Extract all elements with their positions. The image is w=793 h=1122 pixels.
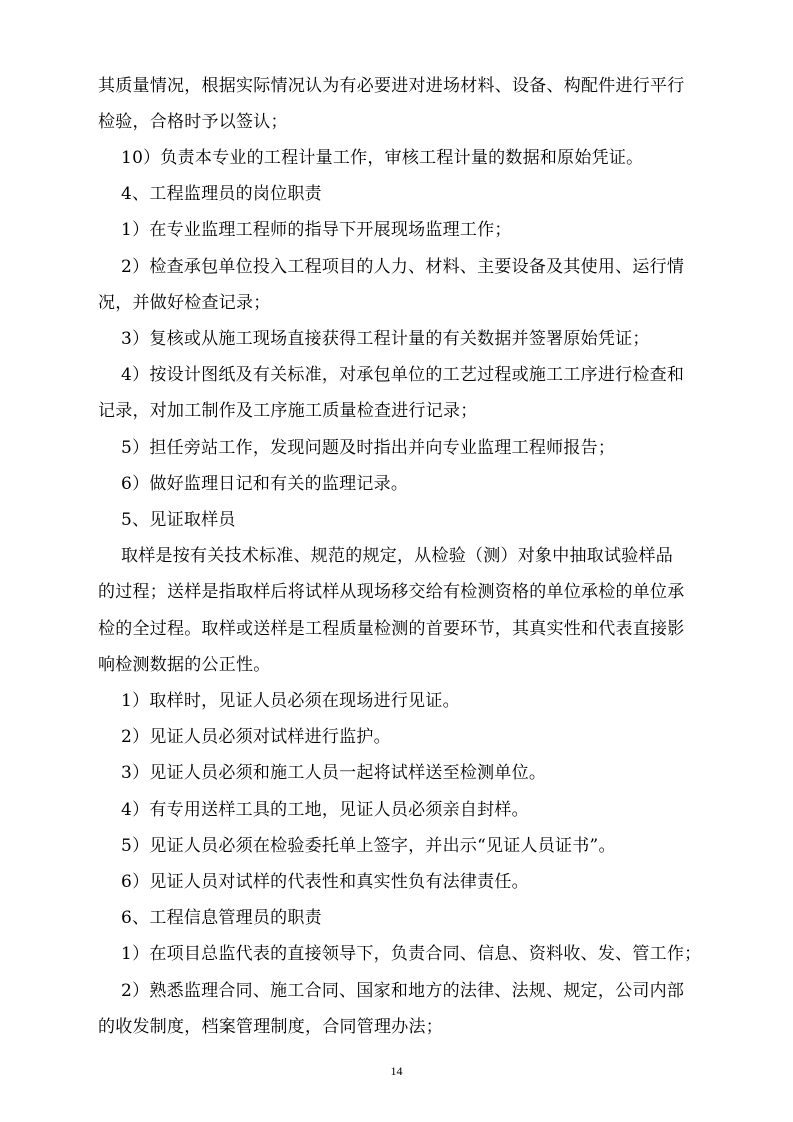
text-line: 6）做好监理日记和有关的监理记录。 bbox=[121, 474, 409, 494]
text-line: 的过程；送样是指取样后将试样从现场移交给有检测资格的单位承检的单位承 bbox=[98, 582, 685, 602]
section-heading: 4、工程监理员的岗位职责 bbox=[121, 184, 322, 204]
text-line: 2）熟悉监理合同、施工合同、国家和地方的法律、法规、规定，公司内部 bbox=[121, 981, 685, 1001]
text-line: 记录，对加工制作及工序施工质量检查进行记录； bbox=[98, 401, 478, 421]
text-line: 5）担任旁站工作，发现问题及时指出并向专业监理工程师报告； bbox=[121, 438, 616, 458]
text-line: 况，并做好检查记录； bbox=[98, 293, 271, 313]
text-line: 的收发制度，档案管理制度，合同管理办法； bbox=[98, 1017, 443, 1037]
text-line: 检的全过程。取样或送样是工程质量检测的首要环节，其真实性和代表直接影 bbox=[98, 619, 685, 639]
section-heading: 5、见证取样员 bbox=[121, 510, 236, 530]
text-line: 检验，合格时予以签认； bbox=[98, 112, 288, 132]
text-line: 1）在专业监理工程师的指导下开展现场监理工作； bbox=[121, 220, 512, 240]
text-line: 4）有专用送样工具的工地，见证人员必须亲自封样。 bbox=[121, 800, 529, 820]
text-line: 4）按设计图纸及有关标准，对承包单位的工艺过程或施工工序进行检查和 bbox=[121, 365, 685, 385]
text-line: 2）见证人员必须对试样进行监护。 bbox=[121, 727, 391, 747]
text-line: 取样是按有关技术标准、规范的规定，从检验（测）对象中抽取试验样品 bbox=[121, 546, 673, 566]
text-line: 10）负责本专业的工程计量工作，审核工程计量的数据和原始凭证。 bbox=[121, 148, 644, 168]
text-line: 2）检查承包单位投入工程项目的人力、材料、主要设备及其使用、运行情 bbox=[121, 257, 685, 277]
text-line: 3）见证人员必须和施工人员一起将试样送至检测单位。 bbox=[121, 763, 547, 783]
section-heading: 6、工程信息管理员的职责 bbox=[121, 908, 322, 928]
text-line: 响检测数据的公正性。 bbox=[98, 655, 271, 675]
text-line: 5）见证人员必须在检验委托单上签字，并出示“见证人员证书”。 bbox=[121, 836, 616, 856]
text-line: 3）复核或从施工现场直接获得工程计量的有关数据并签署原始凭证； bbox=[121, 329, 650, 349]
text-line: 1）取样时，见证人员必须在现场进行见证。 bbox=[121, 691, 460, 711]
text-line: 6）见证人员对试样的代表性和真实性负有法律责任。 bbox=[121, 872, 529, 892]
page-number: 14 bbox=[390, 1064, 403, 1078]
text-line: 1）在项目总监代表的直接领导下，负责合同、信息、资料收、发、管工作； bbox=[121, 944, 702, 964]
text-line: 其质量情况，根据实际情况认为有必要进对进场材料、设备、构配件进行平行 bbox=[98, 76, 685, 96]
